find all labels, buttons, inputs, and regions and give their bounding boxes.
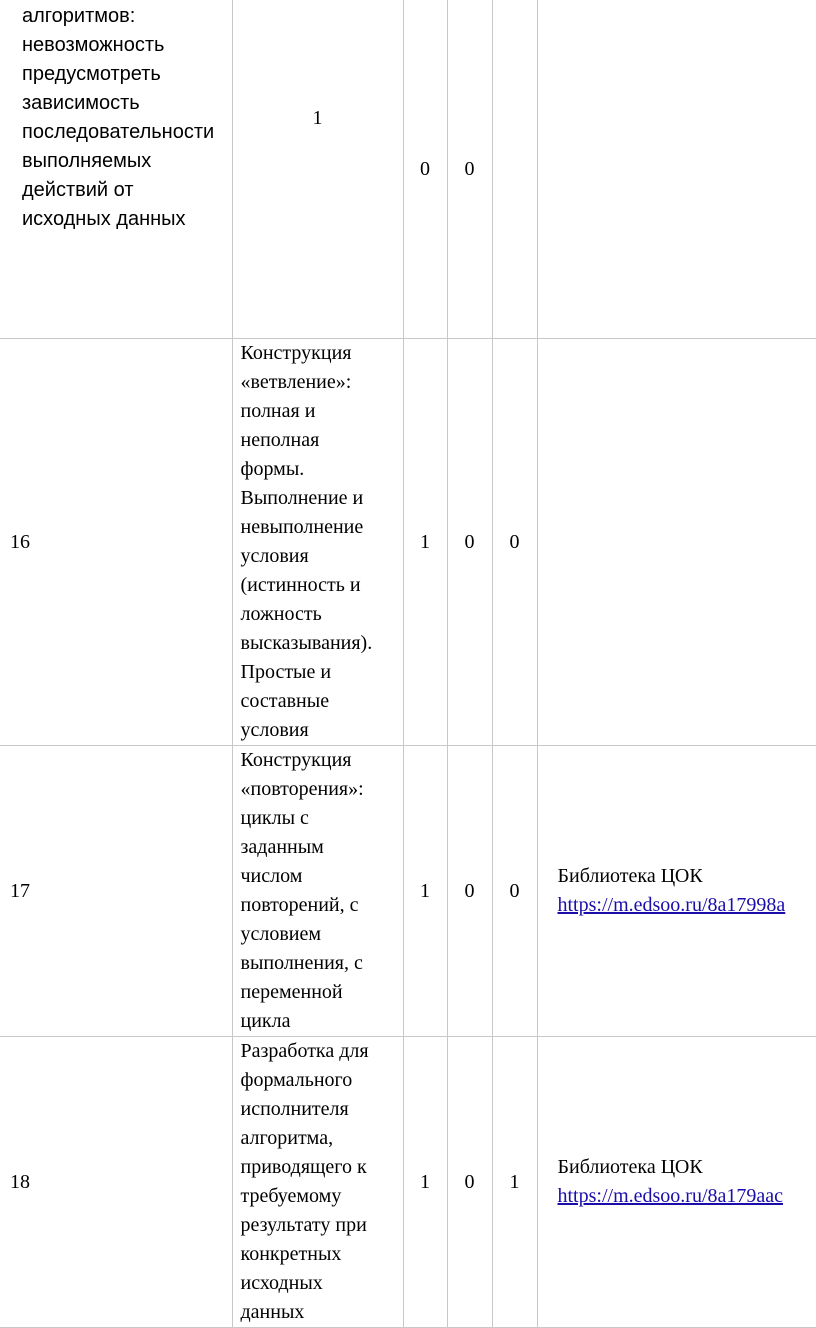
topic-line: «ветвление»: (241, 368, 403, 397)
topic-cell (232, 339, 403, 746)
resource-link[interactable]: https://m.edsoo.ru/8a17998a (558, 891, 816, 920)
topic-line: последовательности (22, 118, 232, 147)
resource-link[interactable]: https://m.edsoo.ru/8a179aac (558, 1182, 816, 1211)
topic-line: выполняемых (22, 147, 232, 176)
lesson-number: 18 (0, 1037, 232, 1328)
topic-line: приводящего к (241, 1153, 403, 1182)
table-row (0, 1037, 816, 1328)
topic-line: предусмотреть (22, 60, 232, 89)
topic-line: числом (241, 862, 403, 891)
hours-practice-cell: 0 (492, 746, 537, 1037)
topic-line: высказывания). (241, 629, 403, 658)
resource-cell (537, 339, 816, 746)
topic-line: Конструкция (241, 746, 403, 775)
topic-line: конкретных (241, 1240, 403, 1269)
table-row (0, 0, 816, 339)
topic-line: результату при (241, 1211, 403, 1240)
topic-cell (0, 0, 232, 339)
lesson-number: 16 (0, 339, 232, 746)
topic-line: полная и (241, 397, 403, 426)
hours-practice-cell: 1 (492, 1037, 537, 1328)
topic-line: циклы с (241, 804, 403, 833)
topic-line: «повторения»: (241, 775, 403, 804)
topic-cell (232, 746, 403, 1037)
topic-line: алгоритмов: (22, 2, 232, 31)
topic-line: ложность (241, 600, 403, 629)
hours-total-cell: 1 (403, 746, 447, 1037)
topic-line: исходных данных (22, 205, 232, 234)
hours-control-cell: 0 (403, 0, 447, 339)
topic-line: заданным (241, 833, 403, 862)
topic-line: переменной (241, 978, 403, 1007)
hours-control-cell: 0 (447, 746, 492, 1037)
topic-line: повторений, с (241, 891, 403, 920)
topic-line: Простые и (241, 658, 403, 687)
topic-line: требуемому (241, 1182, 403, 1211)
resource-cell (537, 1037, 816, 1328)
topic-line: цикла (241, 1007, 403, 1036)
hours-control-cell: 0 (447, 339, 492, 746)
topic-line: условия (241, 542, 403, 571)
topic-line: формы. (241, 455, 403, 484)
topic-line: составные (241, 687, 403, 716)
topic-line: Выполнение и (241, 484, 403, 513)
hours-total-cell: 1 (403, 339, 447, 746)
hours-practice-cell: 0 (447, 0, 492, 339)
table-row (0, 746, 816, 1037)
topic-line: условия (241, 716, 403, 745)
resource-label: Библиотека ЦОК (558, 862, 816, 891)
resource-cell (537, 0, 816, 339)
topic-line: условием (241, 920, 403, 949)
hours-control-cell: 0 (447, 1037, 492, 1328)
topic-line: невозможность (22, 31, 232, 60)
table-row (0, 339, 816, 746)
topic-line: неполная (241, 426, 403, 455)
topic-line: зависимость (22, 89, 232, 118)
resource-label: Библиотека ЦОК (558, 1153, 816, 1182)
topic-line: данных (241, 1298, 403, 1327)
topic-cell (232, 1037, 403, 1328)
hours-total-cell: 1 (232, 0, 403, 339)
topic-line: исполнителя (241, 1095, 403, 1124)
resource-cell (537, 746, 816, 1037)
topic-line: Конструкция (241, 339, 403, 368)
topic-line: действий от (22, 176, 232, 205)
topic-line: исходных (241, 1269, 403, 1298)
topic-line: невыполнение (241, 513, 403, 542)
hours-total-cell: 1 (403, 1037, 447, 1328)
hours-practice-cell: 0 (492, 339, 537, 746)
topic-line: выполнения, с (241, 949, 403, 978)
topic-line: алгоритма, (241, 1124, 403, 1153)
lesson-number: 17 (0, 746, 232, 1037)
topic-line: (истинность и (241, 571, 403, 600)
empty-cell (492, 0, 537, 339)
topic-line: формального (241, 1066, 403, 1095)
topic-line: Разработка для (241, 1037, 403, 1066)
